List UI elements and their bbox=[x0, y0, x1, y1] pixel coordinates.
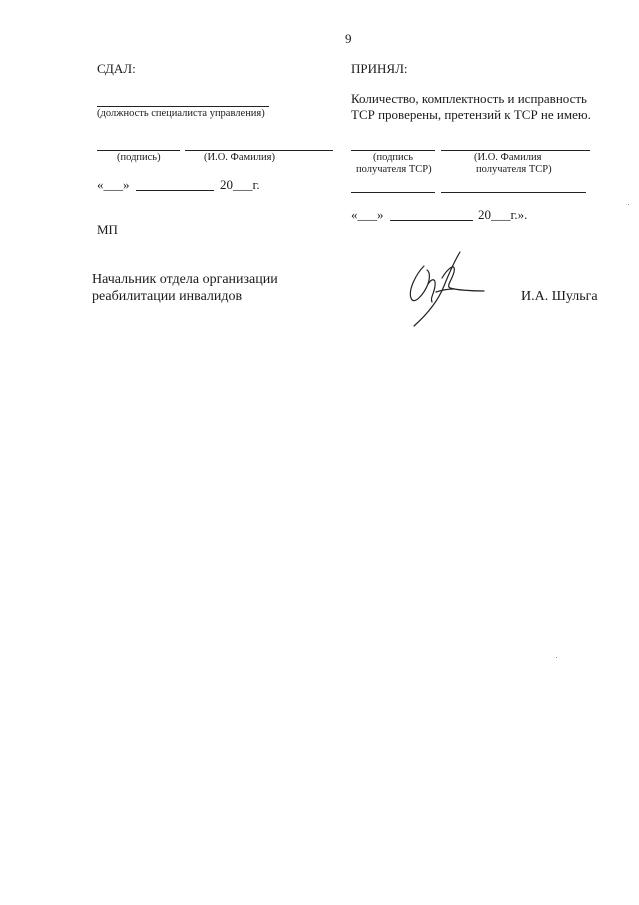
signer-title-line-2: реабилитации инвалидов bbox=[92, 289, 243, 304]
recipient-signature-line bbox=[351, 150, 435, 151]
recipient-name-caption-2: получателя ТСР) bbox=[476, 164, 552, 175]
name-caption: (И.О. Фамилия) bbox=[204, 152, 275, 163]
position-caption: (должность специалиста управления) bbox=[97, 108, 265, 119]
recipient-date-month-line bbox=[390, 220, 473, 221]
recipient-extra-line-1 bbox=[351, 192, 435, 193]
page-number: 9 bbox=[345, 31, 352, 46]
stamp-placeholder: МП bbox=[97, 222, 118, 237]
recipient-date-year: 20___г.». bbox=[478, 207, 528, 222]
recipient-signature-caption-2: получателя ТСР) bbox=[356, 164, 432, 175]
recipient-name-caption-1: (И.О. Фамилия bbox=[474, 152, 542, 163]
signer-name: И.А. Шульга bbox=[521, 289, 598, 304]
recipient-date-day: «___» bbox=[351, 207, 384, 222]
handwritten-signature bbox=[402, 248, 492, 330]
recipient-signature-caption-1: (подпись bbox=[373, 152, 414, 163]
handed-over-heading: СДАЛ: bbox=[97, 61, 136, 76]
name-line bbox=[185, 150, 333, 151]
recipient-name-line bbox=[441, 150, 590, 151]
scan-speck bbox=[556, 657, 557, 658]
signature-caption: (подпись) bbox=[117, 152, 161, 163]
signer-title-line-1: Начальник отдела организации bbox=[92, 272, 278, 287]
recipient-extra-line-2 bbox=[441, 192, 586, 193]
date-year: 20___г. bbox=[220, 177, 260, 192]
date-month-line bbox=[136, 190, 214, 191]
signature-line bbox=[97, 150, 180, 151]
accepted-heading: ПРИНЯЛ: bbox=[351, 61, 408, 76]
statement-line-2: ТСР проверены, претензий к ТСР не имею. bbox=[351, 107, 591, 122]
position-line bbox=[97, 106, 269, 107]
date-day: «___» bbox=[97, 177, 130, 192]
scan-speck bbox=[628, 204, 629, 205]
statement-line-1: Количество, комплектность и исправность bbox=[351, 91, 587, 106]
